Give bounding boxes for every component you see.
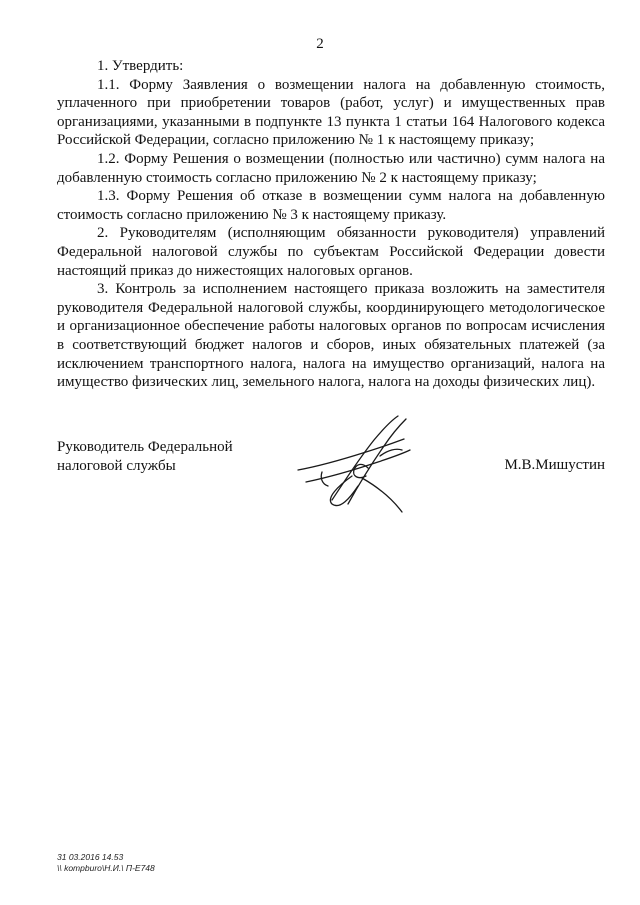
page-number: 2 — [316, 36, 324, 52]
paragraph-1-3: 1.3. Форму Решения об отказе в возмещении сумм налога на добавленную стоимость согласно приложению № 3 к настоящему приказу. — [57, 188, 605, 223]
handwritten-signature — [292, 412, 422, 522]
signature-block — [57, 438, 605, 518]
signatory-title-line-2: налоговой службы — [57, 457, 176, 474]
paragraph-approve: 1. Утвердить: — [97, 58, 184, 74]
signatory-title — [57, 438, 277, 475]
signatory-name: М.В.Мишустин — [504, 457, 605, 473]
order-body — [57, 57, 605, 392]
footer-timestamp: 31 03.2016 14.53 — [57, 852, 124, 862]
paragraph-1-1: 1.1. Форму Заявления о возмещении налога на добавленную стоимость, уплаченного при приобретении товаров (работ, услуг) и имущественных прав организациями, указанными в подпункте 13 пункта 1 статьи 164 Налогового кодекса Российской Федерации, согласно приложению № 1 к настоящему приказу; — [57, 76, 605, 149]
paragraph-1-2: 1.2. Форму Решения о возмещении (полностью или частично) сумм налога на добавленную стоимость согласно приложению № 2 к настоящему приказу; — [57, 150, 605, 186]
paragraph-2: 2. Руководителям (исполняющим обязанности руководителя) управлений Федеральной налоговой службы по субъектам Российской Федерации довести настоящий приказ до нижестоящих налоговых органов. — [57, 225, 605, 279]
paragraph-3: 3. Контроль за исполнением настоящего приказа возложить на заместителя руководителя Федеральной налоговой службы, координирующего методологическое и организационное обеспечение работы налоговых органов по вопросам исчисления в соответствующий бюджет налогов и сборов, иных обязательных платежей (за исключением транспортного налога, налога на имущество организаций, налога на имущество физических лиц, земельного налога, налога на доходы физических лиц). — [57, 281, 605, 391]
footer-file-path: \\ kompburo\Н.И.\ П-Е748 — [57, 863, 155, 873]
signatory-title-line-1: Руководитель Федеральной — [57, 439, 233, 455]
document-footer — [57, 852, 155, 874]
